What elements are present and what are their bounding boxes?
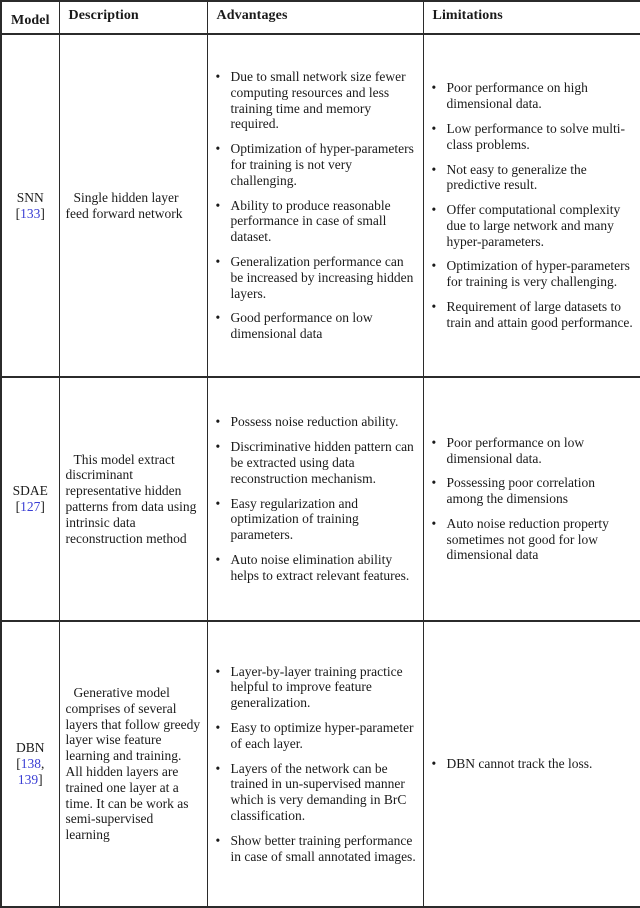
limitations-cell (423, 377, 640, 621)
citation-link[interactable]: 127 (20, 499, 41, 514)
model-name: SNN (16, 189, 44, 205)
list-item (216, 69, 418, 132)
col-header-description: Description (59, 1, 207, 34)
limitations-cell (423, 621, 640, 907)
list-item-text: Good performance on low dimensional data (230, 310, 373, 342)
list-item-text: Layers of the network can be trained in un-supervised manner which is very demanding in BrC classification. (230, 760, 407, 823)
list-item (216, 720, 418, 752)
list-item-text: Auto noise elimination ability helps to extract relevant features. (230, 551, 410, 583)
bullet-icon: • (215, 414, 221, 430)
list-item (216, 496, 418, 543)
model-cell (1, 34, 59, 377)
list-item (432, 299, 636, 331)
advantages-cell (207, 621, 423, 907)
model-cell (1, 377, 59, 621)
bullet-icon: • (215, 832, 221, 848)
list-item (216, 414, 418, 430)
bullet-icon: • (431, 120, 437, 136)
limitations-list (432, 756, 636, 772)
limitations-list (432, 435, 636, 564)
list-item (432, 202, 636, 249)
list-item (432, 162, 636, 194)
bullet-icon: • (215, 551, 221, 567)
table-row (1, 621, 640, 907)
advantages-list (216, 69, 418, 342)
col-header-advantages: Advantages (207, 1, 423, 34)
list-item (432, 516, 636, 563)
model-cell (1, 621, 59, 907)
description-text: This model extract discriminant representative hidden patterns from data using intrinsic data reconstruction method (65, 451, 197, 546)
list-item (216, 833, 418, 865)
table-row (1, 34, 640, 377)
bullet-icon: • (215, 663, 221, 679)
bullet-icon: • (431, 434, 437, 450)
bullet-icon: • (431, 475, 437, 491)
advantages-cell (207, 34, 423, 377)
citation-group: [138, 139] (16, 756, 45, 787)
bullet-icon: • (215, 760, 221, 776)
list-item-text: Easy regularization and optimization of training parameters. (230, 495, 359, 543)
bullet-icon: • (431, 299, 437, 315)
list-item-text: Poor performance on low dimensional data. (446, 434, 585, 466)
list-item-text: DBN cannot track the loss. (446, 756, 593, 772)
table-header (1, 1, 640, 34)
advantages-list (216, 414, 418, 583)
list-item-text: Offer computational complexity due to large network and many hyper-parameters. (446, 202, 621, 249)
list-item (216, 198, 418, 245)
list-item-text: Possess noise reduction ability. (230, 414, 399, 430)
list-item-text: Optimization of hyper-parameters for training is not very challenging. (230, 141, 414, 188)
citation-link[interactable]: 139 (17, 771, 39, 787)
list-item-text: Easy to optimize hyper-parameter of each layer. (230, 720, 414, 751)
bullet-icon: • (431, 80, 437, 96)
list-item (216, 254, 418, 301)
table-row (1, 377, 640, 621)
limitations-cell (423, 34, 640, 377)
list-item (432, 756, 636, 772)
bullet-icon: • (431, 515, 437, 531)
list-item (432, 435, 636, 467)
list-item (432, 80, 636, 112)
bullet-icon: • (215, 310, 221, 326)
bullet-icon: • (215, 720, 221, 735)
list-item (432, 121, 636, 153)
bullet-icon: • (431, 202, 437, 218)
list-item (432, 258, 636, 290)
list-item-text: Generalization performance can be increased by increasing hidden layers. (230, 253, 414, 301)
list-item-text: Requirement of large datasets to train and attain good performance. (446, 299, 633, 330)
list-item-text: Possessing poor correlation among the dimensions (446, 475, 595, 507)
col-header-limitations: Limitations (423, 1, 640, 34)
list-item (216, 310, 418, 342)
list-item-text: Not easy to generalize the predictive result. (446, 161, 587, 193)
list-item-text: Auto noise reduction property sometimes not good for low dimensional data (446, 515, 609, 563)
description-cell (59, 621, 207, 907)
list-item (216, 141, 418, 188)
description-cell (59, 34, 207, 377)
model-name: DBN (15, 740, 45, 756)
list-item-text: Show better training performance in case of small annotated images. (230, 832, 416, 864)
citation-group: [133] (15, 205, 45, 221)
list-item (216, 664, 418, 711)
list-item-text: Discriminative hidden pattern can be extracted using data reconstruction mechanism. (230, 439, 414, 486)
list-item (432, 475, 636, 507)
list-item-text: Layer-by-layer training practice helpful to improve feature generalization. (230, 663, 403, 711)
list-item-text: Low performance to solve multi-class problems. (446, 120, 625, 152)
description-text: Generative model comprises of several layers that follow greedy layer wise feature learning and training. All hidden layers are trained one layer at a time. It can be work as semi-supervised learning (65, 685, 201, 843)
header-row (1, 1, 640, 34)
bullet-icon: • (215, 253, 221, 269)
list-item (216, 439, 418, 486)
advantages-cell (207, 377, 423, 621)
citation-link[interactable]: 138 (20, 756, 41, 772)
list-item-text: Ability to produce reasonable performance in case of small dataset. (230, 197, 391, 245)
description-text: Single hidden layer feed forward network (65, 189, 183, 221)
bullet-icon: • (215, 141, 221, 157)
bullet-icon: • (215, 495, 221, 511)
list-item-text: Poor performance on high dimensional data. (446, 80, 588, 112)
bullet-icon: • (431, 161, 437, 177)
citation-group: [127] (15, 499, 45, 514)
model-name: SDAE (12, 483, 48, 499)
list-item (216, 761, 418, 824)
list-item-text: Due to small network size fewer computing resources and less training time and memory required. (230, 69, 406, 132)
advantages-list (216, 664, 418, 865)
list-item-text: Optimization of hyper-parameters for training is very challenging. (446, 258, 630, 290)
bullet-icon: • (215, 69, 221, 85)
bullet-icon: • (431, 258, 437, 274)
bullet-icon: • (431, 756, 437, 772)
limitations-list (432, 80, 636, 330)
bullet-icon: • (215, 197, 221, 213)
citation-link[interactable]: 133 (20, 205, 41, 221)
list-item (216, 552, 418, 584)
col-header-model: Model (1, 1, 59, 34)
bullet-icon: • (215, 439, 221, 455)
description-cell (59, 377, 207, 621)
table-body (1, 34, 640, 907)
